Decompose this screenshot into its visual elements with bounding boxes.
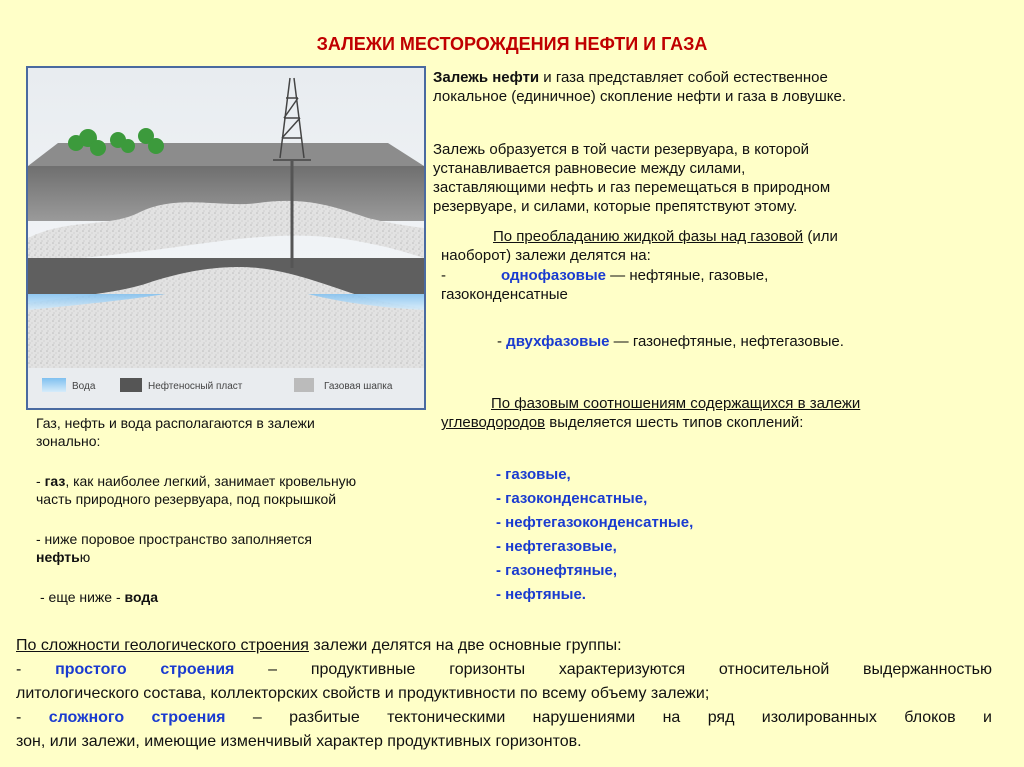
legend-gas: Газовая шапка [324, 381, 393, 392]
zonal-gas-rest: , как наиболее легкий, занимает кровельную [65, 473, 357, 489]
gas-legend-swatch [294, 378, 314, 392]
legend-oil: Нефтеносный пласт [148, 381, 243, 392]
zonal-water-term: вода [124, 589, 158, 605]
zonal-oil-term: нефть [36, 549, 80, 565]
simple-dash: - [16, 661, 56, 678]
intro-paragraph [433, 68, 1013, 106]
simple-rest: – продуктивные горизонты характеризуются относительной выдержанностью [234, 661, 993, 678]
complexity-heading: По сложности геологического строения [16, 637, 309, 654]
complex-dash: - [16, 709, 49, 726]
simple-term: простого строения [55, 661, 235, 678]
ratio-heading-ul: углеводородов [441, 414, 546, 431]
phase-item1-rest: — нефтяные, газовые, [605, 267, 769, 284]
formation-line: заставляющими нефть и газ перемещаться в природном [433, 179, 831, 196]
zonal-gas-term: газ [44, 473, 66, 489]
list-item: - газовые, [496, 466, 571, 483]
phase-heading-tail: (или [803, 228, 838, 245]
formation-paragraph [433, 140, 993, 216]
legend-water: Вода [72, 381, 96, 392]
formation-line: устанавливается равновесие между силами, [433, 160, 746, 177]
list-item: - газоконденсатные, [496, 490, 648, 507]
phase-item2-rest: — газонефтяные, нефтегазовые. [609, 333, 844, 350]
zonal-line2: зонально: [36, 433, 101, 449]
list-item: - нефтегазовые, [496, 538, 617, 555]
oil-legend-swatch [120, 378, 142, 392]
formation-line: Залежь образуется в той части резервуара, в которой [433, 141, 810, 158]
complex-rest: – разбитые тектоническими нарушениями на ряд изолированных блоков и [225, 709, 992, 726]
list-item: - газонефтяные, [496, 562, 617, 579]
phase-item1-dash: - [441, 267, 446, 284]
zonal-gas-dash: - [36, 473, 45, 489]
phase-line2: наоборот) залежи делятся на: [441, 247, 651, 264]
zonal-oil-tail: ю [79, 549, 91, 565]
phase-section [441, 227, 1001, 351]
zonal-water-pre: - еще ниже - [40, 589, 125, 605]
intro-line1: и газа представляет собой естественное [539, 69, 828, 86]
intro-line2: локальное (единичное) скопление нефти и газа в ловушке. [433, 88, 847, 105]
complex-term: сложного строения [48, 709, 226, 726]
ratio-heading-rest: выделяется шесть типов скоплений: [545, 414, 804, 431]
ratio-types-list [496, 463, 816, 607]
complexity-section [16, 634, 992, 754]
page-title: ЗАЛЕЖИ МЕСТОРОЖДЕНИЯ НЕФТИ И ГАЗА [316, 34, 708, 54]
phase-item2-term: двухфазовые [506, 333, 610, 350]
complexity-heading-rest: залежи делятся на две основные группы: [308, 637, 622, 654]
zonal-line1: Газ, нефть и вода располагаются в залежи [36, 415, 315, 431]
phase-item1-term: однофазовые [501, 267, 606, 284]
ratio-heading: По фазовым соотношениям содержащихся в залежи [491, 395, 861, 412]
list-item: - нефтегазоконденсатные, [496, 514, 694, 531]
water-legend-swatch [42, 378, 66, 392]
reservoir-diagram [26, 66, 426, 410]
simple-line2: литологического состава, коллекторских свойств и продуктивности по всему объему залежи; [16, 685, 710, 702]
phase-heading: По преобладанию жидкой фазы над газовой [493, 228, 804, 245]
complex-line2: зон, или залежи, имеющие изменчивый характер продуктивных горизонтов. [16, 733, 582, 750]
phase-item2-dash: - [497, 333, 507, 350]
zonal-oil-line1: - ниже поровое пространство заполняется [36, 531, 312, 547]
intro-term: Залежь нефти [433, 69, 540, 86]
list-item: - нефтяные. [496, 586, 586, 603]
phase-item1-line2: газоконденсатные [441, 286, 568, 303]
zonal-section [36, 414, 436, 606]
zonal-gas-line2: часть природного резервуара, под покрышкой [36, 491, 337, 507]
ratio-section [441, 394, 1001, 432]
formation-line: резервуаре, и силами, которые препятствуют этому. [433, 198, 798, 215]
